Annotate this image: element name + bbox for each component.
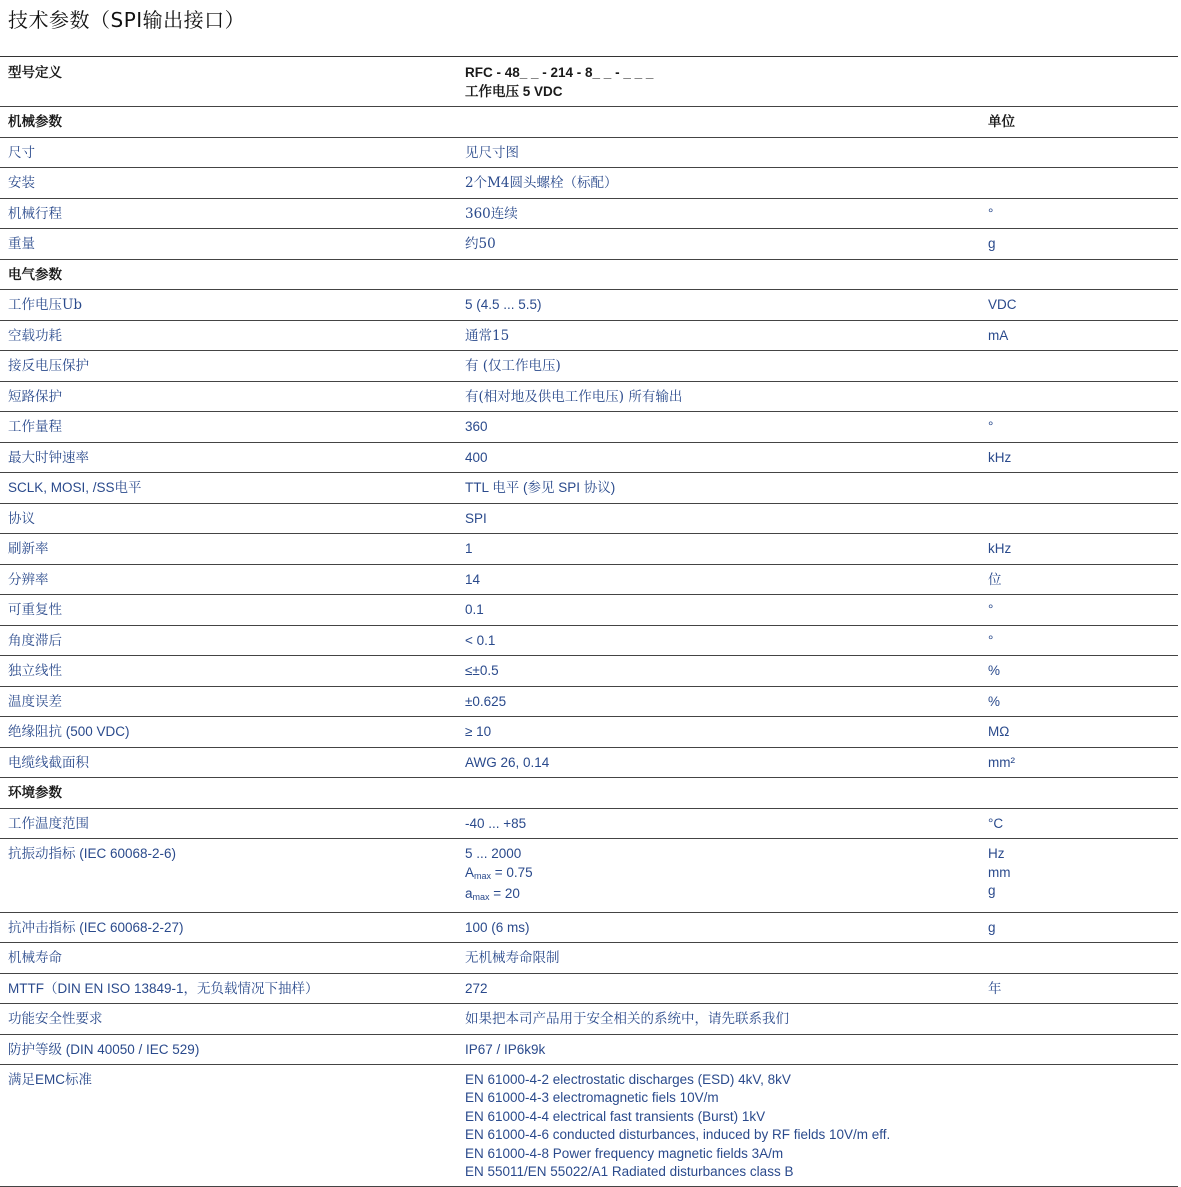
table-row bbox=[0, 503, 1178, 534]
emc-standard: EN 61000-4-2 electrostatic discharges (ESD) 4kV, 8kV bbox=[465, 1072, 791, 1087]
param-label: 分辨率 bbox=[0, 564, 457, 595]
model-row bbox=[0, 57, 1178, 107]
param-value: 1 bbox=[457, 534, 980, 565]
param-value: SPI bbox=[457, 503, 980, 534]
table-row-vibration bbox=[0, 839, 1178, 913]
param-unit: g bbox=[980, 229, 1178, 260]
param-label: 接反电压保护 bbox=[0, 351, 457, 382]
param-unit: kHz bbox=[980, 442, 1178, 473]
param-value: 360 bbox=[457, 412, 980, 443]
table-row bbox=[0, 686, 1178, 717]
vibration-amplitude: $A_{max} = 0.75$ bbox=[465, 864, 533, 881]
table-row bbox=[0, 137, 1178, 168]
param-unit: 年 bbox=[980, 973, 1178, 1004]
emc-standard: EN 61000-4-3 electromagnetic fiels 10V/m bbox=[465, 1090, 719, 1106]
param-label: 功能安全性要求 bbox=[0, 1004, 457, 1035]
unit-hz: Hz bbox=[988, 846, 1005, 861]
param-value: 272 bbox=[457, 973, 980, 1004]
param-unit: g bbox=[980, 912, 1178, 943]
param-value: ≤±0.5 bbox=[457, 656, 980, 687]
param-label: 工作电压Ub bbox=[0, 290, 457, 321]
param-unit: mm² bbox=[980, 747, 1178, 778]
param-label: 抗冲击指标 (IEC 60068-2-27) bbox=[0, 912, 457, 943]
section-header-mechanical bbox=[0, 107, 1178, 138]
param-value: -40 ... +85 bbox=[457, 808, 980, 839]
param-label: 安装 bbox=[0, 168, 457, 199]
param-label: 电缆线截面积 bbox=[0, 747, 457, 778]
section-title: 机械参数 bbox=[0, 107, 457, 138]
table-row bbox=[0, 412, 1178, 443]
unit-header: 单位 bbox=[980, 107, 1178, 138]
table-row bbox=[0, 320, 1178, 351]
emc-standard: EN 61000-4-8 Power frequency magnetic fields 3A/m bbox=[465, 1145, 784, 1161]
param-value: 100 (6 ms) bbox=[457, 912, 980, 943]
param-unit: mA bbox=[980, 320, 1178, 351]
param-unit: VDC bbox=[980, 290, 1178, 321]
param-label: SCLK, MOSI, /SS电平 bbox=[0, 473, 457, 504]
param-unit bbox=[980, 137, 1178, 168]
param-label: 协议 bbox=[0, 503, 457, 534]
param-unit: ° bbox=[980, 595, 1178, 626]
table-row bbox=[0, 717, 1178, 748]
table-row bbox=[0, 534, 1178, 565]
table-row bbox=[0, 1034, 1178, 1065]
param-label: 最大时钟速率 bbox=[0, 442, 457, 473]
param-value: AWG 26, 0.14 bbox=[457, 747, 980, 778]
param-value: 360连续 bbox=[457, 198, 980, 229]
param-label: 满足EMC标准 bbox=[0, 1065, 457, 1187]
table-row bbox=[0, 625, 1178, 656]
section-header-electrical bbox=[0, 259, 1178, 290]
param-label: 工作温度范围 bbox=[0, 808, 457, 839]
table-row bbox=[0, 351, 1178, 382]
emc-standard: EN 55011/EN 55022/A1 Radiated disturbances class B bbox=[465, 1164, 794, 1180]
param-label: 空载功耗 bbox=[0, 320, 457, 351]
param-unit: % bbox=[980, 656, 1178, 687]
table-row bbox=[0, 168, 1178, 199]
param-value: 约50 bbox=[457, 229, 980, 260]
param-label: 工作量程 bbox=[0, 412, 457, 443]
param-label: 机械行程 bbox=[0, 198, 457, 229]
table-row bbox=[0, 381, 1178, 412]
param-unit bbox=[980, 381, 1178, 412]
table-row bbox=[0, 198, 1178, 229]
table-row bbox=[0, 747, 1178, 778]
param-label: 绝缘阻抗 (500 VDC) bbox=[0, 717, 457, 748]
table-row bbox=[0, 229, 1178, 260]
table-row bbox=[0, 442, 1178, 473]
table-row bbox=[0, 656, 1178, 687]
param-value: 2个M4圆头螺栓（标配） bbox=[457, 168, 980, 199]
param-unit: % bbox=[980, 686, 1178, 717]
param-label: 角度滞后 bbox=[0, 625, 457, 656]
emc-standard: EN 61000-4-4 electrical fast transients (Burst) 1kV bbox=[465, 1108, 766, 1124]
table-row bbox=[0, 473, 1178, 504]
param-unit bbox=[980, 351, 1178, 382]
param-unit: °C bbox=[980, 808, 1178, 839]
param-unit: MΩ bbox=[980, 717, 1178, 748]
param-value: 无机械寿命限制 bbox=[457, 943, 980, 974]
param-unit: ° bbox=[980, 412, 1178, 443]
param-unit: ° bbox=[980, 198, 1178, 229]
page-title: 技术参数（SPI输出接口） bbox=[8, 8, 246, 32]
param-unit: ° bbox=[980, 625, 1178, 656]
vibration-frequency: 5 ... 2000 bbox=[465, 846, 522, 861]
model-voltage: 工作电压 5 VDC bbox=[465, 83, 563, 99]
param-label: 可重复性 bbox=[0, 595, 457, 626]
table-row-emc bbox=[0, 1065, 1178, 1187]
param-label: 尺寸 bbox=[0, 137, 457, 168]
vibration-acceleration: $a_{max} = 20$ bbox=[465, 886, 520, 902]
param-value: 5 (4.5 ... 5.5) bbox=[457, 290, 980, 321]
table-row bbox=[0, 943, 1178, 974]
param-value: 400 bbox=[457, 442, 980, 473]
param-label: 短路保护 bbox=[0, 381, 457, 412]
param-value: IP67 / IP6k9k bbox=[457, 1034, 980, 1065]
param-unit: 位 bbox=[980, 564, 1178, 595]
param-value: 通常15 bbox=[457, 320, 980, 351]
param-label: 防护等级 (DIN 40050 / IEC 529) bbox=[0, 1034, 457, 1065]
param-value: TTL 电平 (参见 SPI 协议) bbox=[457, 473, 980, 504]
model-label: 型号定义 bbox=[0, 57, 457, 107]
table-row bbox=[0, 1004, 1178, 1035]
table-row bbox=[0, 808, 1178, 839]
param-unit bbox=[980, 503, 1178, 534]
param-value: < 0.1 bbox=[457, 625, 980, 656]
table-row bbox=[0, 290, 1178, 321]
param-label: MTTF（DIN EN ISO 13849-1，无负载情况下抽样） bbox=[0, 973, 457, 1004]
unit-mm: mm bbox=[988, 864, 1011, 880]
param-value: ±0.625 bbox=[457, 686, 980, 717]
table-row bbox=[0, 564, 1178, 595]
param-value: 如果把本司产品用于安全相关的系统中，请先联系我们 bbox=[457, 1004, 980, 1035]
param-unit bbox=[980, 473, 1178, 504]
param-value: 有(相对地及供电工作电压) 所有输出 bbox=[457, 381, 980, 412]
param-value: ≥ 10 bbox=[457, 717, 980, 748]
section-title: 电气参数 bbox=[0, 259, 457, 290]
table-row bbox=[0, 912, 1178, 943]
param-unit bbox=[980, 168, 1178, 199]
table-row bbox=[0, 595, 1178, 626]
section-title: 环境参数 bbox=[0, 778, 457, 809]
model-code: RFC - 48_ _ - 214 - 8_ _ - _ _ _ bbox=[465, 65, 654, 80]
unit-g: g bbox=[988, 883, 996, 898]
param-value: 有 (仅工作电压) bbox=[457, 351, 980, 382]
param-label: 重量 bbox=[0, 229, 457, 260]
param-label: 抗振动指标 (IEC 60068-2-6) bbox=[0, 839, 457, 913]
section-header-environment bbox=[0, 778, 1178, 809]
spec-table bbox=[0, 57, 1178, 1187]
param-label: 刷新率 bbox=[0, 534, 457, 565]
param-unit: kHz bbox=[980, 534, 1178, 565]
param-label: 温度误差 bbox=[0, 686, 457, 717]
param-value: 14 bbox=[457, 564, 980, 595]
param-label: 机械寿命 bbox=[0, 943, 457, 974]
param-value: 0.1 bbox=[457, 595, 980, 626]
param-label: 独立线性 bbox=[0, 656, 457, 687]
param-value: 见尺寸图 bbox=[457, 137, 980, 168]
emc-standard: EN 61000-4-6 conducted disturbances, induced by RF fields 10V/m eff. bbox=[465, 1127, 891, 1143]
table-row bbox=[0, 973, 1178, 1004]
